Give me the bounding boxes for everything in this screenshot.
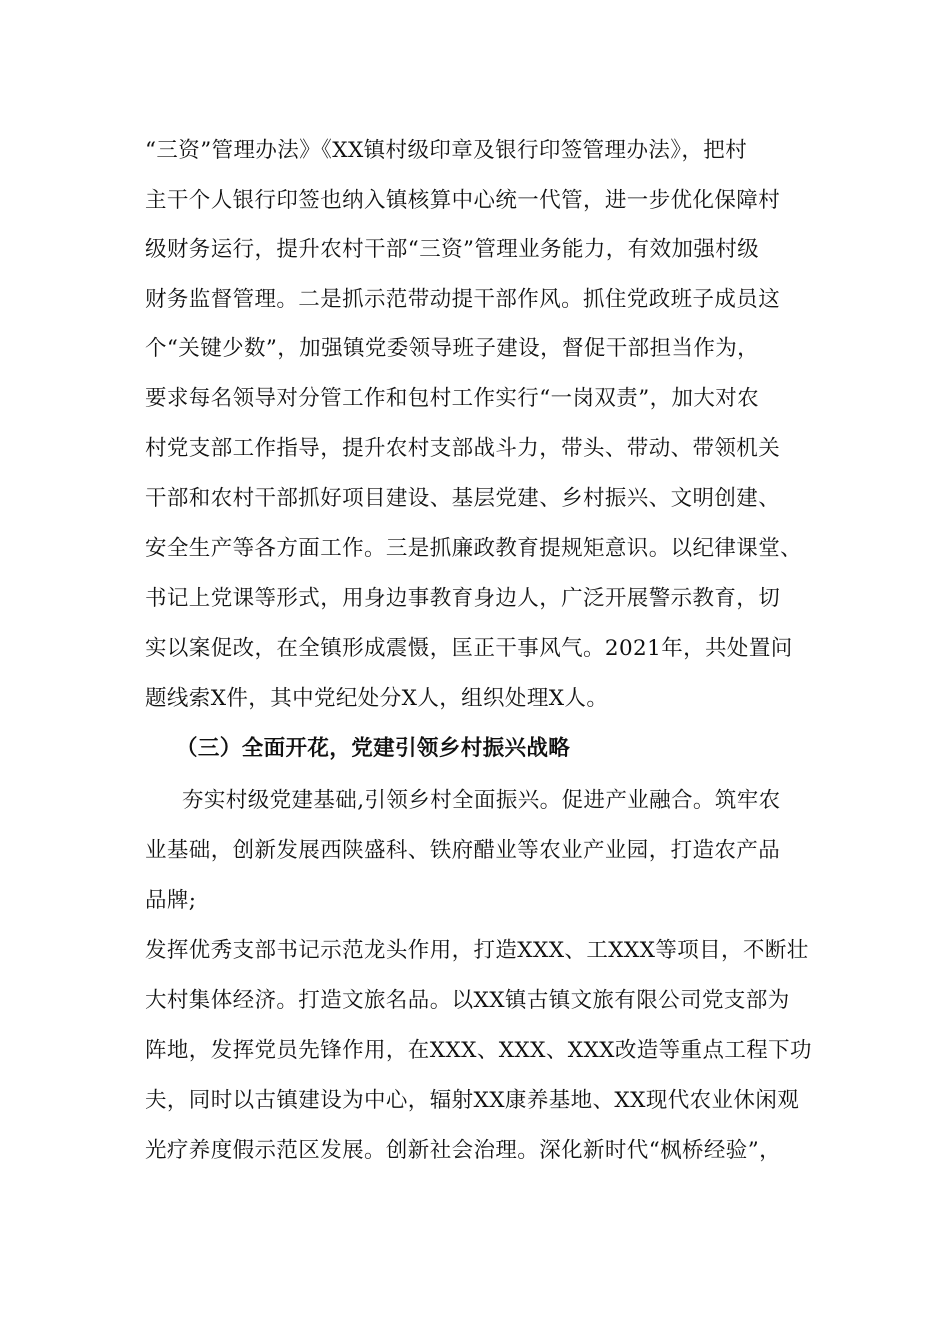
body-text-line: 实以案促改，在全镇形成震慑，匡正干事风气。2021年，共处置问: [145, 636, 793, 661]
body-text-line: 阵地，发挥党员先锋作用，在XXX、XXX、XXX改造等重点工程下功: [145, 1038, 812, 1063]
body-text-line: 题线索X件，其中党纪处分X人，组织处理X人。: [145, 686, 609, 711]
body-text-line: 书记上党课等形式，用身边事教育身边人，广泛开展警示教育，切: [145, 586, 781, 611]
body-text-line: 夫，同时以古镇建设为中心，辐射XX康养基地、XX现代农业休闲观: [145, 1088, 800, 1113]
body-text-line: 品牌;: [145, 888, 197, 913]
body-text-line: 个“关键少数”，加强镇党委领导班子建设，督促干部担当作为，: [145, 336, 760, 361]
body-text-line: 安全生产等各方面工作。三是抓廉政教育提规矩意识。以纪律课堂、: [145, 536, 803, 561]
body-text-line: 光疗养度假示范区发展。创新社会治理。深化新时代“枫桥经验”，: [145, 1138, 781, 1163]
body-text-line: 主干个人银行印签也纳入镇核算中心统一代管，进一步优化保障村: [145, 188, 781, 213]
body-text-line: “三资”管理办法》《XX镇村级印章及银行印签管理办法》，把村: [145, 138, 748, 163]
body-text-line: 夯实村级党建基础,引领乡村全面振兴。促进产业融合。筑牢农: [182, 788, 781, 813]
body-text-line: 大村集体经济。打造文旅名品。以XX镇古镇文旅有限公司党支部为: [145, 988, 790, 1013]
body-text-line: 财务监督管理。二是抓示范带动提干部作风。抓住党政班子成员这: [145, 287, 781, 312]
body-text-line: 村党支部工作指导，提升农村支部战斗力，带头、带动、带领机关: [145, 436, 781, 461]
body-text-line: 级财务运行，提升农村干部“三资”管理业务能力，有效加强村级: [145, 237, 760, 262]
body-text-line: 要求每名领导对分管工作和包村工作实行“一岗双责”，加大对农: [145, 386, 760, 411]
body-text-line: 发挥优秀支部书记示范龙头作用，打造XXX、工XXX等项目，不断壮: [145, 938, 809, 963]
body-text-line: 业基础，创新发展西陕盛科、铁府醋业等农业产业园，打造农产品: [145, 838, 781, 863]
section-heading: （三）全面开花，党建引领乡村振兴战略: [176, 736, 571, 761]
body-text-line: 干部和农村干部抓好项目建设、基层党建、乡村振兴、文明创建、: [145, 486, 781, 511]
